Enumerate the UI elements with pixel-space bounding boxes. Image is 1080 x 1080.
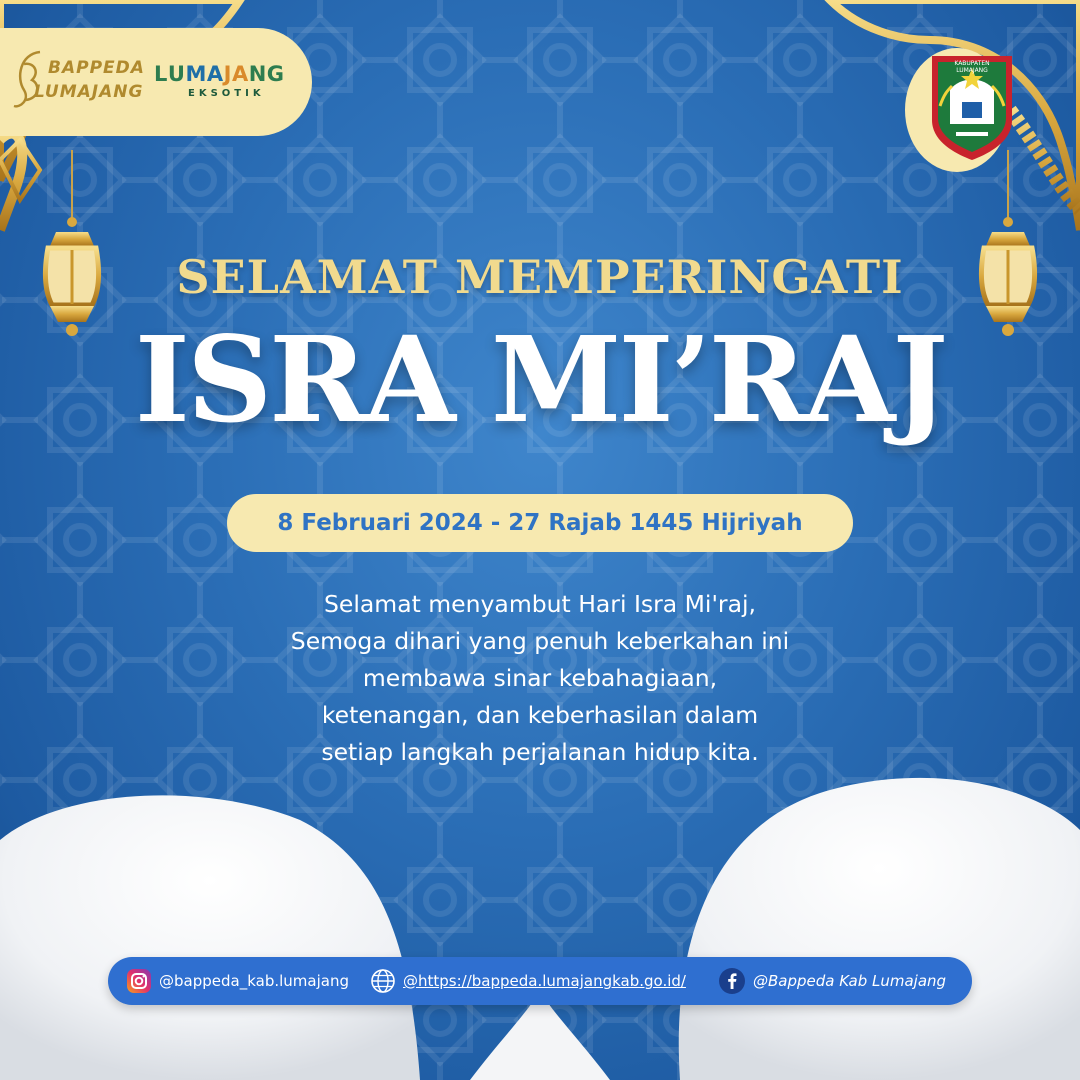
lumajang-logo-letter: U	[167, 62, 186, 86]
heading-selamat-memperingati: SELAMAT MEMPERINGATI	[176, 250, 904, 304]
facebook-link[interactable]	[718, 957, 946, 1005]
website-link[interactable]	[370, 957, 686, 1005]
instagram-link[interactable]	[126, 957, 349, 1005]
lumajang-logo-letter: J	[223, 62, 232, 86]
lumajang-eksotik-logo	[154, 62, 285, 86]
lumajang-logo-letter: M	[185, 62, 207, 86]
instagram-handle: @bappeda_kab.lumajang	[159, 972, 349, 990]
lumajang-logo-letter: N	[248, 62, 267, 86]
message-line: Semoga dihari yang penuh keberkahan ini	[290, 627, 790, 655]
bappeda-logo-text-line2: LUMAJANG	[34, 82, 144, 102]
lumajang-logo-letter: L	[154, 62, 168, 86]
globe-icon	[370, 968, 396, 994]
greeting-message	[140, 586, 940, 771]
message-line: ketenangan, dan keberhasilan dalam	[321, 701, 759, 729]
website-url: @https://bappeda.lumajangkab.go.id/	[403, 972, 686, 990]
bappeda-logo-text-line1: BAPPEDA	[48, 58, 145, 78]
bappeda-logo-icon	[10, 44, 50, 116]
date-text: 8 Februari 2024 - 27 Rajab 1445 Hijriyah	[277, 510, 803, 536]
instagram-icon	[126, 968, 152, 994]
eksotik-text: EKSOTIK	[188, 88, 265, 99]
message-line: Selamat menyambut Hari Isra Mi'raj,	[324, 590, 756, 618]
facebook-page: @Bappeda Kab Lumajang	[753, 972, 947, 990]
heading-isra-miraj: ISRA MI’RAJ	[134, 310, 946, 449]
date-badge	[227, 494, 853, 552]
emblem-top-text: KABUPATEN LUMAJANG	[954, 60, 990, 74]
facebook-icon	[718, 967, 746, 995]
lumajang-logo-letter: A	[231, 62, 249, 86]
message-line: setiap langkah perjalanan hidup kita.	[321, 738, 759, 766]
lumajang-logo-letter: G	[266, 62, 285, 86]
lumajang-logo-letter: A	[206, 62, 224, 86]
message-line: membawa sinar kebahagiaan,	[362, 664, 718, 692]
social-footer-bar	[108, 957, 972, 1005]
